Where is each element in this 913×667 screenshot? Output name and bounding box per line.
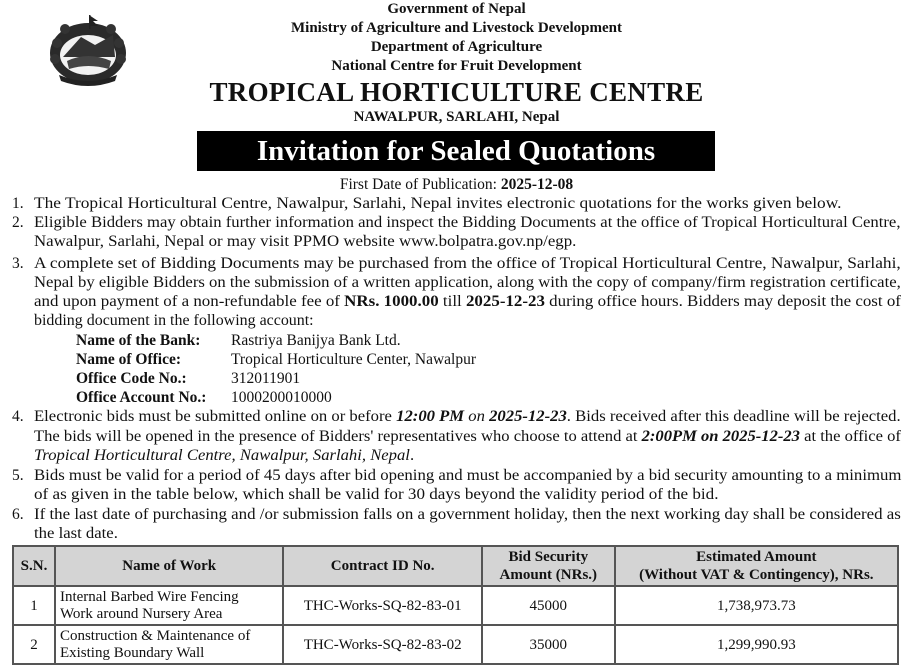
item-number: 4. <box>12 408 24 425</box>
works-table <box>12 545 899 665</box>
opening-location: Tropical Horticultural Centre, Nawalpur, Sarlahi, Nepal <box>34 447 410 464</box>
header-bid-security <box>482 546 615 586</box>
office-hours-text: during office hours. Bidders may deposit the cost of <box>544 293 901 310</box>
header-government: Government of Nepal <box>387 1 526 17</box>
item-4-text-line2 <box>34 427 901 446</box>
submission-text: Electronic bids must be submitted online on or before <box>34 408 397 425</box>
cell-sn: 1 <box>13 586 55 625</box>
header-department: Department of Agriculture <box>370 39 543 55</box>
item-2-text-line2: Nawalpur, Sarlahi, Nepal or may visit PPMO website www.bolpatra.gov.np/egp. <box>34 233 577 250</box>
header-bid-security-line2: Amount (NRs.) <box>499 567 598 583</box>
item-number: 2. <box>12 214 24 231</box>
cell-name-of-work <box>55 586 283 625</box>
item-number: 3. <box>12 255 24 272</box>
submission-date: 2025-12-23 <box>489 408 567 425</box>
purchase-deadline: 2025-12-23 <box>465 293 545 310</box>
work-line1: Internal Barbed Wire Fencing <box>59 588 239 605</box>
header-contract-id: Contract ID No. <box>283 546 482 586</box>
office-name-value: Tropical Horticulture Center, Nawalpur <box>231 351 477 368</box>
table-header-row <box>13 546 898 586</box>
office-account-value: 1000200010000 <box>231 389 332 406</box>
office-of-text: at the office of <box>799 428 901 445</box>
publication-date-line <box>0 175 913 194</box>
rejection-text: . Bids received after this deadline will be rejected. <box>566 408 901 425</box>
bank-name-value: Rastriya Banijya Bank Ltd. <box>231 332 401 349</box>
org-location: NAWALPUR, SARLAHI, Nepal <box>353 109 560 125</box>
item-3-text-line1: A complete set of Bidding Documents may be purchased from the office of Tropical Horticultural Centre, Nawalpur, Sarlahi, <box>34 255 901 272</box>
header-centre: National Centre for Fruit Development <box>331 58 582 74</box>
submission-time: 12:00 PM <box>396 408 465 425</box>
item-4-text-line3 <box>34 446 414 465</box>
fee-amount: NRs. 1000.00 <box>344 293 439 310</box>
cell-estimated-amount: 1,299,990.93 <box>615 625 898 664</box>
header-estimated-line1: Estimated Amount <box>696 549 817 565</box>
item-5-text-line2: of as given in the table below, which shall be valid for 30 days beyond the validity period of the bid. <box>34 486 719 503</box>
item-number: 5. <box>12 467 24 484</box>
work-line1: Construction & Maintenance of <box>59 627 251 644</box>
bank-name-label: Name of the Bank: <box>76 332 201 349</box>
header-ministry: Ministry of Agriculture and Livestock Development <box>291 20 622 36</box>
header-bid-security-line1: Bid Security <box>508 549 589 565</box>
item-1-text: The Tropical Horticultural Centre, Nawalpur, Sarlahi, Nepal invites electronic quotations for the works given below. <box>34 195 842 212</box>
item-6-text-line2: the last date. <box>34 525 118 542</box>
publication-label: First Date of Publication: <box>339 176 501 193</box>
cell-contract-id: THC-Works-SQ-82-83-02 <box>283 625 482 664</box>
till-text: till <box>438 293 466 310</box>
item-4-text-line1 <box>34 407 901 426</box>
item-3-text-line4: bidding document in the following account: <box>34 312 314 329</box>
cell-bid-security: 35000 <box>482 625 615 664</box>
item-3-text-line2: Nepal by eligible Bidders on the submission of a written application, along with the copy of company/firm registration certificate, <box>34 274 901 291</box>
office-code-label: Office Code No.: <box>76 370 187 387</box>
item-number: 1. <box>12 195 24 212</box>
header-estimated-amount <box>615 546 898 586</box>
header-sn: S.N. <box>13 546 55 586</box>
on-text: on <box>464 408 490 425</box>
item-6-text-line1: If the last date of purchasing and /or submission falls on a government holiday, then the next working day shall be considered as <box>34 506 901 523</box>
header-estimated-line2: (Without VAT & Contingency), NRs. <box>639 567 874 583</box>
cell-estimated-amount: 1,738,973.73 <box>615 586 898 625</box>
item-2-text-line1: Eligible Bidders may obtain further information and inspect the Bidding Documents at the office of Tropical Horticultural Centre, <box>34 214 901 231</box>
item-5-text-line1: Bids must be valid for a period of 45 days after bid opening and must be accompanied by a bid security amounting to a minimum <box>34 467 902 484</box>
cell-sn: 2 <box>13 625 55 664</box>
org-name: TROPICAL HORTICULTURE CENTRE <box>209 77 704 107</box>
table-row <box>13 625 898 664</box>
header-name-of-work: Name of Work <box>55 546 283 586</box>
notice-title-banner: Invitation for Sealed Quotations <box>197 131 715 171</box>
fee-text: and upon payment of a non-refundable fee of <box>34 293 345 310</box>
table-row <box>13 586 898 625</box>
publication-date: 2025-12-08 <box>500 176 574 193</box>
opening-datetime: 2:00PM on 2025-12-23 <box>641 428 800 445</box>
cell-bid-security: 45000 <box>482 586 615 625</box>
item-number: 6. <box>12 506 24 523</box>
opening-text: The bids will be opened in the presence of Bidders' representatives who choose to attend at <box>34 428 642 445</box>
item-3-text-line3 <box>34 292 901 311</box>
office-account-label: Office Account No.: <box>76 389 207 406</box>
period: . <box>409 447 415 464</box>
work-line2: Work around Nursery Area <box>59 605 223 622</box>
office-code-value: 312011901 <box>231 370 301 387</box>
cell-contract-id: THC-Works-SQ-82-83-01 <box>283 586 482 625</box>
office-name-label: Name of Office: <box>76 351 182 368</box>
cell-name-of-work <box>55 625 283 664</box>
work-line2: Existing Boundary Wall <box>59 644 205 661</box>
